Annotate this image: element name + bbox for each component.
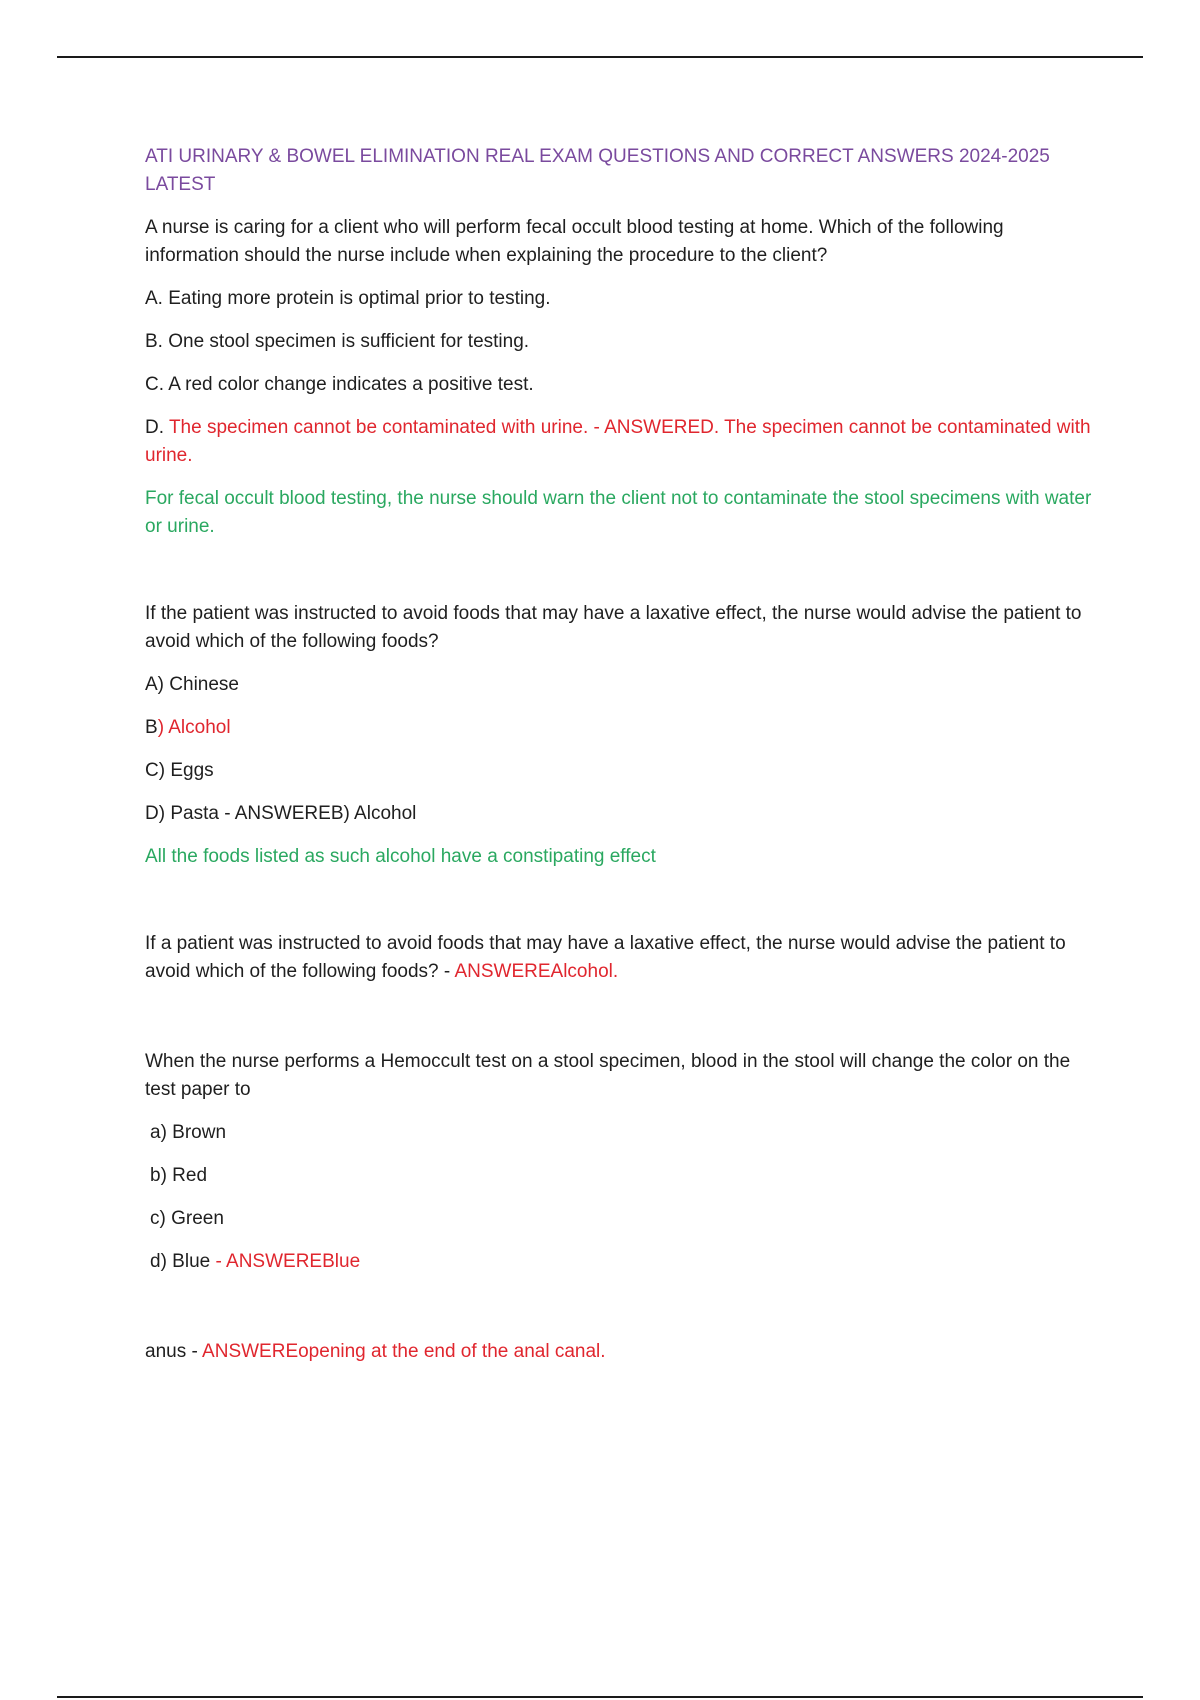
q1-answer: The specimen cannot be contaminated with urine. - ANSWERED. The specimen cannot be contaminated with urine. xyxy=(145,417,1091,466)
q1-option-b: B. One stool specimen is sufficient for testing. xyxy=(145,331,530,352)
q1-option-a: A. Eating more protein is optimal prior to testing. xyxy=(145,288,551,309)
q2-option-b-answer: ) Alcohol xyxy=(157,717,231,738)
bottom-rule xyxy=(57,1696,1143,1698)
q2-option-c: C) Eggs xyxy=(145,760,214,781)
q1-option-d-prefix: D. xyxy=(145,417,169,438)
q4-option-c: c) Green xyxy=(150,1208,224,1229)
q2-option-b-prefix: B xyxy=(145,717,158,738)
q4-option-d-prefix: d) Blue xyxy=(150,1251,216,1272)
q2-stem: If the patient was instructed to avoid foods that may have a laxative effect, the nurse would advise the patient to avoid which of the following foods? xyxy=(145,603,1082,652)
q1-rationale: For fecal occult blood testing, the nurse should warn the client not to contaminate the stool specimens with water or urine. xyxy=(145,488,1092,537)
document-body xyxy=(145,143,1095,1366)
q4-option-d xyxy=(145,1248,1095,1276)
q2-option-a: A) Chinese xyxy=(145,674,239,695)
q3-answer: ANSWEREAlcohol. xyxy=(454,961,619,982)
q2-rationale: All the foods listed as such alcohol have a constipating effect xyxy=(145,846,656,867)
q5-term xyxy=(145,1338,1095,1366)
q4-stem: When the nurse performs a Hemoccult test on a stool specimen, blood in the stool will change the color on the test paper to xyxy=(145,1051,1071,1100)
q5-answer: ANSWEREopening at the end of the anal canal. xyxy=(202,1341,606,1362)
q3-stem xyxy=(145,930,1095,986)
q1-option-c: C. A red color change indicates a positive test. xyxy=(145,374,534,395)
document-title: ATI URINARY & BOWEL ELIMINATION REAL EXAM QUESTIONS AND CORRECT ANSWERS 2024-2025 LATEST xyxy=(145,146,1050,195)
q4-option-a: a) Brown xyxy=(150,1122,227,1143)
q4-option-b: b) Red xyxy=(150,1165,208,1186)
q2-option-d: D) Pasta - ANSWEREB) Alcohol xyxy=(145,803,417,824)
q4-answer: - ANSWEREBlue xyxy=(215,1251,361,1272)
q3-stem-text: If a patient was instructed to avoid foods that may have a laxative effect, the nurse would advise the patient to avoid which of the following foods? - xyxy=(145,933,1066,982)
q1-option-d xyxy=(145,414,1095,470)
q2-option-b xyxy=(145,714,1095,742)
top-rule xyxy=(57,56,1143,58)
q1-stem: A nurse is caring for a client who will perform fecal occult blood testing at home. Which of the following information should the nurse include when explaining the procedure to the client? xyxy=(145,217,1004,266)
q5-term-text: anus - xyxy=(145,1341,203,1362)
